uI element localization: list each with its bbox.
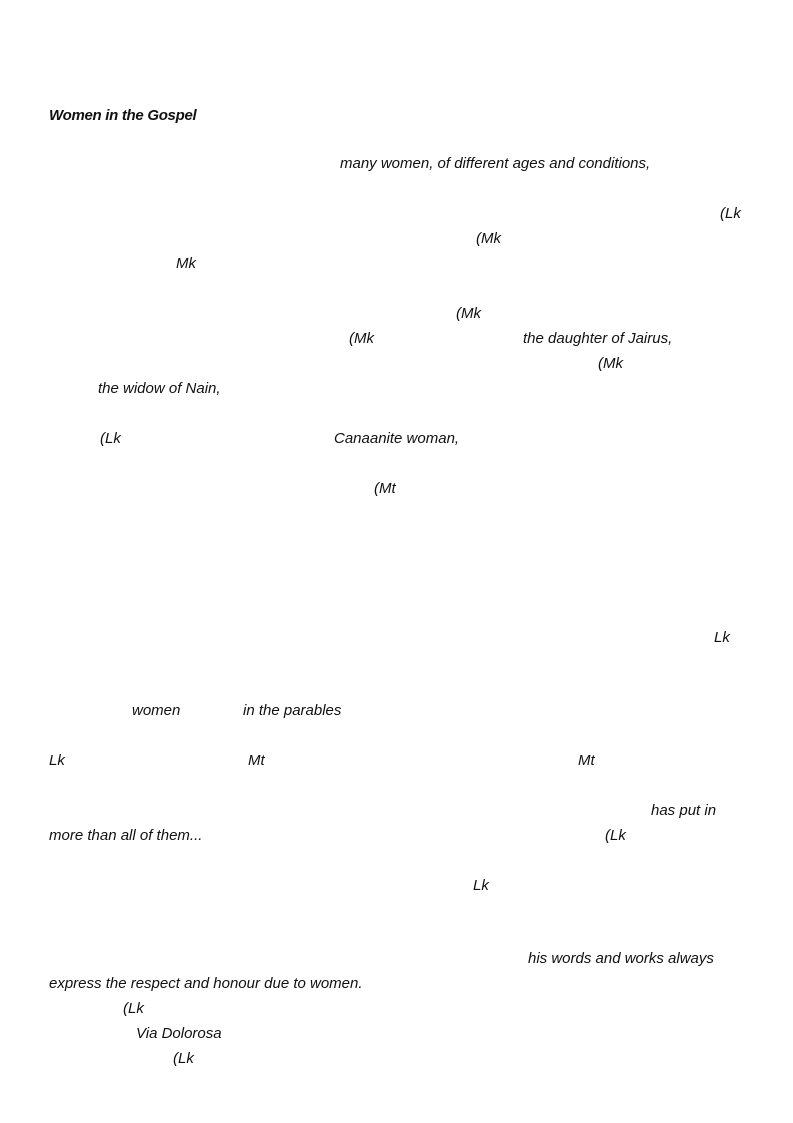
page-title: Women in the Gospel <box>49 107 197 124</box>
citation-fragment: (Lk <box>605 827 626 844</box>
citation-fragment: Mt <box>248 752 265 769</box>
text-fragment: more than all of them... <box>49 827 203 844</box>
citation-fragment: (Lk <box>173 1050 194 1067</box>
citation-fragment: (Lk <box>100 430 121 447</box>
citation-fragment: (Lk <box>123 1000 144 1017</box>
citation-fragment: Lk <box>49 752 65 769</box>
citation-fragment: (Mk <box>476 230 501 247</box>
text-fragment: in the parables <box>243 702 342 719</box>
citation-fragment: (Lk <box>720 205 741 222</box>
citation-fragment: (Mk <box>456 305 481 322</box>
text-fragment: his words and works always <box>528 950 714 967</box>
citation-fragment: (Mt <box>374 480 396 497</box>
citation-fragment: (Mk <box>598 355 623 372</box>
text-fragment: many women, of different ages and conditions, <box>340 155 651 172</box>
citation-fragment: Lk <box>714 629 730 646</box>
citation-fragment: Mt <box>578 752 595 769</box>
text-fragment: Via Dolorosa <box>136 1025 222 1042</box>
text-fragment: express the respect and honour due to women. <box>49 975 363 992</box>
text-fragment: women <box>132 702 181 719</box>
citation-fragment: Lk <box>473 877 489 894</box>
text-fragment: the daughter of Jairus, <box>523 330 673 347</box>
citation-fragment: Mk <box>176 255 196 272</box>
text-fragment: has put in <box>651 802 717 819</box>
text-fragment: the widow of Nain, <box>98 380 221 397</box>
citation-fragment: (Mk <box>349 330 374 347</box>
text-fragment: Canaanite woman, <box>334 430 460 447</box>
